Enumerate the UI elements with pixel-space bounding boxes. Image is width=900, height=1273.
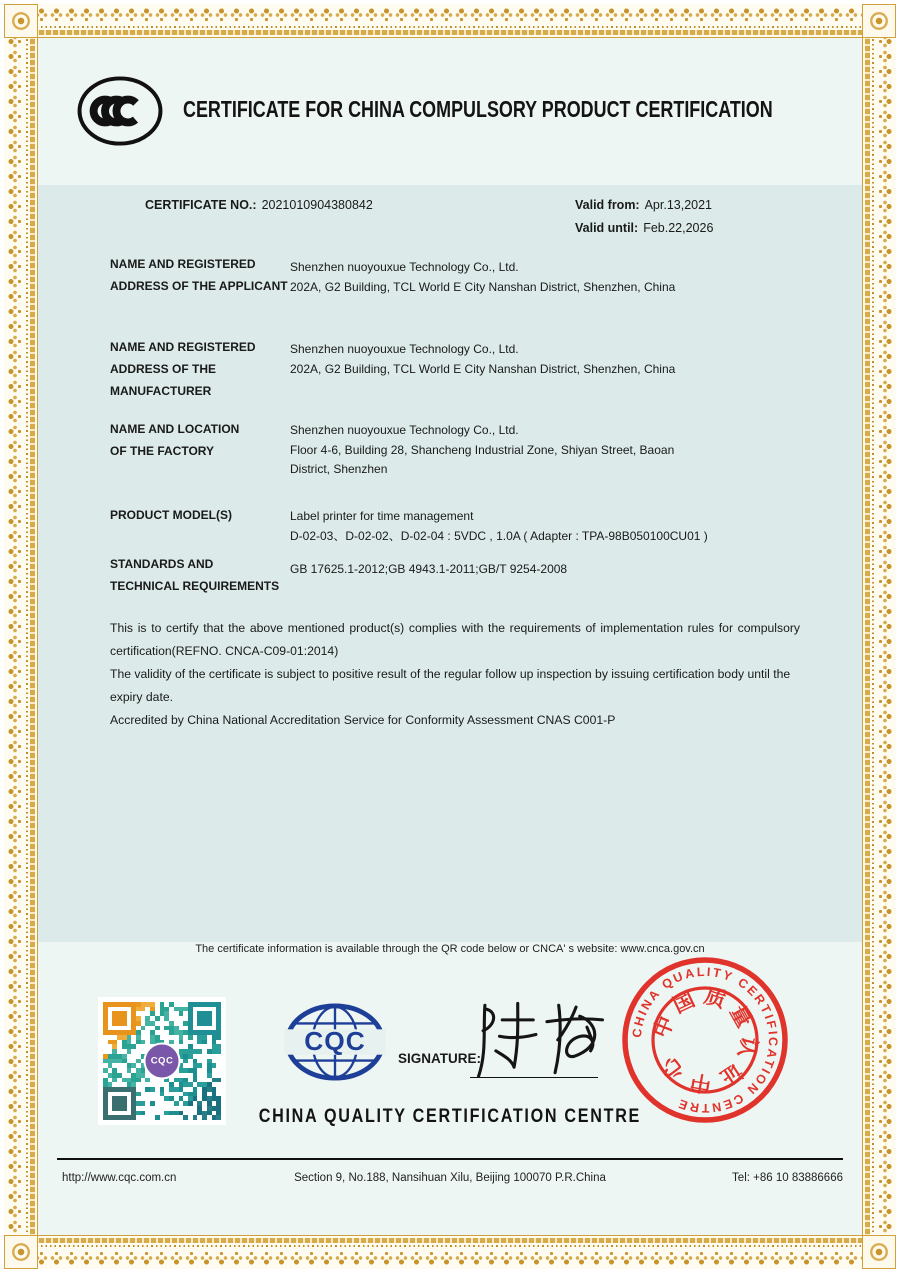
valid-from-row [575,198,712,212]
qr-center-cqc-badge: CQC [144,1043,181,1080]
manufacturer-label: NAME AND REGISTERED ADDRESS OF THE MANUFACTURER [110,340,256,398]
ornate-border-top [4,4,896,38]
valid-until-label: Valid until: [575,221,639,235]
manufacturer-value: Shenzhen nuoyouxue Technology Co., Ltd. 202A, G2 Building, TCL World E City Nanshan District, Shenzhen, China [290,342,676,376]
product-models-label: PRODUCT MODEL(S) [110,508,232,522]
validity-statement: The validity of the certificate is subject to positive result of the regular follow up inspection by issuing certification body until the expiry date. [110,667,791,704]
valid-from-value: Apr.13,2021 [644,198,713,212]
signature-handwriting [468,998,613,1085]
page-title: CERTIFICATE FOR CHINA COMPULSORY PRODUCT CERTIFICATION [183,96,773,122]
cqc-logo-icon [284,1003,386,1086]
footer-address: Section 9, No.188, Nansihuan Xilu, Beijing 100070 P.R.China [294,1172,606,1184]
svg-text:CQC: CQC [304,1025,366,1056]
ornate-border-bottom [4,1235,896,1269]
footer-telephone: Tel: +86 10 83886666 [732,1172,843,1184]
applicant-value: Shenzhen nuoyouxue Technology Co., Ltd. 202A, G2 Building, TCL World E City Nanshan District, Shenzhen, China [290,260,676,294]
red-seal-stamp [620,955,790,1130]
signature-label: SIGNATURE: [398,1051,481,1066]
border-corner-rosette [4,1235,38,1269]
svg-text:CHINA QUALITY CERTIFICATION: CHINA QUALITY CERTIFICATION CENTRE [629,964,781,1116]
certificate-number-row [145,198,373,212]
border-corner-rosette [862,1235,896,1269]
valid-until-value: Feb.22,2026 [643,221,714,235]
ornate-border-right [862,4,896,1269]
border-corner-rosette [4,4,38,38]
footer-website: http://www.cqc.com.cn [62,1172,177,1184]
svg-text:中国质量认证中心: 中国质量认证中心 [649,984,761,1096]
signature-line [470,1077,598,1078]
standards-label: STANDARDS AND TECHNICAL REQUIREMENTS [110,557,280,593]
factory-value: Shenzhen nuoyouxue Technology Co., Ltd. Floor 4-6, Building 28, Shancheng Industrial Zone, Shiyan Street, Baoan District, Shenzhen [290,423,675,476]
valid-from-label: Valid from: [575,198,640,212]
factory-label: NAME AND LOCATION OF THE FACTORY [110,422,240,458]
valid-until-row [575,221,713,235]
border-corner-rosette [862,4,896,38]
certificate-number-label: CERTIFICATE NO.: [145,198,257,212]
ccc-mark-icon [76,74,164,153]
centre-name-heading: CHINA QUALITY CERTIFICATION CENTRE [258,1106,642,1127]
footer-divider [57,1158,843,1160]
accreditation-statement: Accredited by China National Accreditation Service for Conformity Assessment CNAS C001-P [110,713,616,727]
certification-statement: This is to certify that the above mentioned product(s) complies with the requirements of implementation rules for compulsory certification(REFNO. CNCA-C09-01:2014) [110,621,800,658]
ornate-border-left [4,4,38,1269]
applicant-label: NAME AND REGISTERED ADDRESS OF THE APPLICANT [110,257,288,293]
product-models-value: Label printer for time management D-02-03、D-02-02、D-02-04 : 5VDC , 1.0A ( Adapter : TPA-98B050100CU01 ) [290,509,708,543]
standards-value: GB 17625.1-2012;GB 4943.1-2011;GB/T 9254-2008 [290,562,568,576]
certificate-number-value: 2021010904380842 [261,198,373,212]
qr-notice: The certificate information is available through the QR code below or CNCA' s website: www.cnca.gov.cn [195,943,705,955]
